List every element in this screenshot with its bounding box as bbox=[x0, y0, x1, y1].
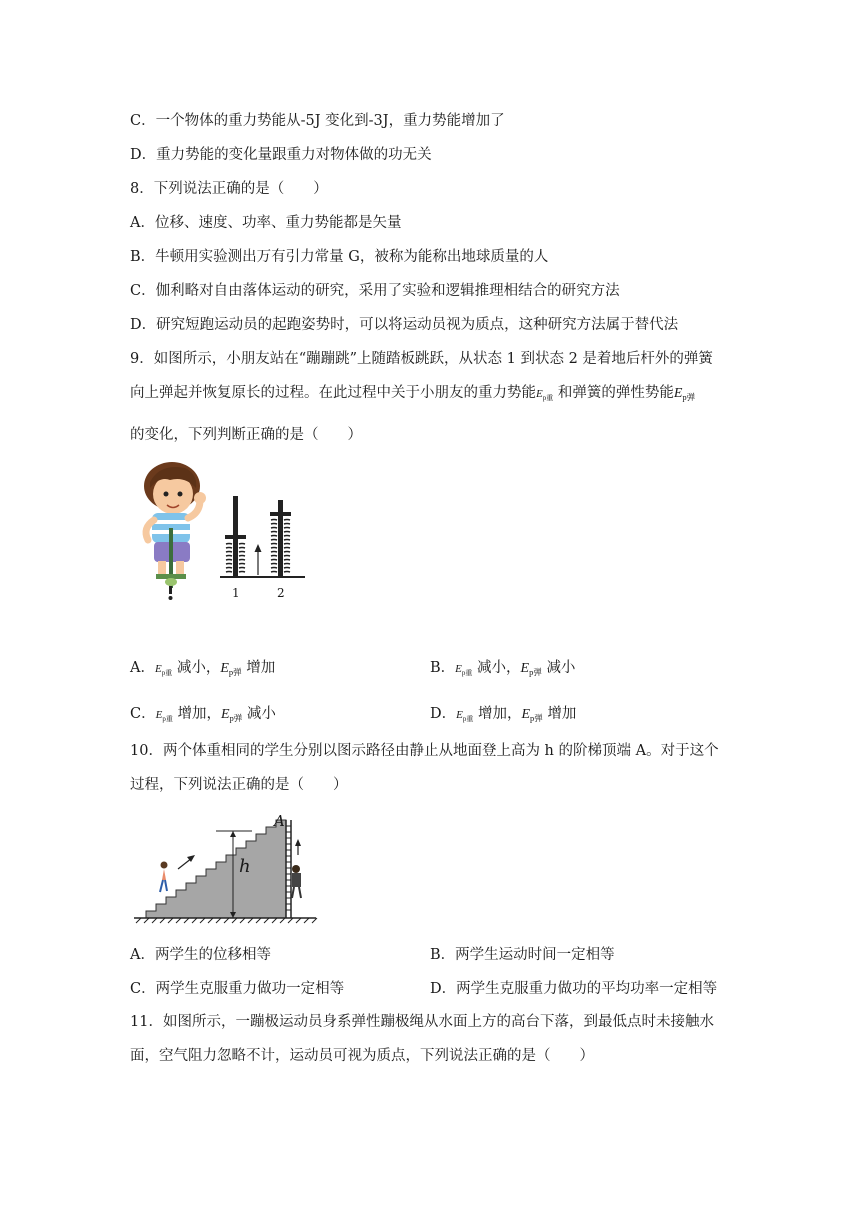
q9-stem-line2-text: 向上弹起并恢复原长的过程。在此过程中关于小朋友的重力势能 bbox=[130, 385, 536, 401]
q10-stem-line1: 10．两个体重相同的学生分别以图示路径由静止从地面登上高为 h 的阶梯顶端 A。对于这个 bbox=[130, 743, 719, 759]
q10-figure bbox=[130, 810, 320, 930]
q9-state-1-label: 1 bbox=[232, 586, 240, 600]
q8-option-c: C．伽利略对自由落体运动的研究，采用了实验和逻辑推理相结合的研究方法 bbox=[130, 283, 620, 299]
ground-hatching bbox=[134, 918, 317, 923]
q9-option-d: D．$E_{p重}$ 增加，$E_{p弹}$ 增加 bbox=[430, 706, 577, 723]
q10-option-b: B．两学生运动时间一定相等 bbox=[430, 947, 615, 963]
q10-label-a: A bbox=[274, 812, 285, 830]
q9-stem-line2-mid: 和弹簧的弹性势能 bbox=[557, 385, 674, 401]
q10-option-d: D．两学生克服重力做功的平均功率一定相等 bbox=[430, 981, 718, 997]
q9-stem-line1: 9．如图所示，小朋友站在“蹦蹦跳”上随踏板跳跃，从状态 1 到状态 2 是着地后杆外的弹簧 bbox=[130, 351, 713, 367]
q7-option-c: C．一个物体的重力势能从-5J 变化到-3J，重力势能增加了 bbox=[130, 113, 505, 129]
q9-stem-line2 bbox=[130, 383, 695, 408]
staircase-diagram bbox=[146, 820, 286, 918]
q9-option-c: C．$E_{p重}$ 增加，$E_{p弹}$ 减小 bbox=[130, 706, 276, 723]
q9-state-2-label: 2 bbox=[277, 586, 285, 600]
q10-option-c: C．两学生克服重力做功一定相等 bbox=[130, 981, 345, 997]
q8-option-a: A．位移、速度、功率、重力势能都是矢量 bbox=[130, 215, 402, 231]
ladder-diagram bbox=[286, 820, 291, 918]
pogo-state-1-diagram bbox=[220, 496, 305, 577]
stair-walker-figure bbox=[160, 862, 168, 893]
q9-symbol-e-grav: $E_{p重}$ bbox=[536, 388, 554, 402]
ladder-climber-figure bbox=[292, 865, 301, 898]
q10-label-h: h bbox=[239, 856, 251, 877]
q10-option-a: A．两学生的位移相等 bbox=[130, 947, 271, 963]
q8-option-d: D．研究短跑运动员的起跑姿势时，可以将运动员视为质点，这种研究方法属于替代法 bbox=[130, 317, 679, 333]
q11-stem-line1: 11．如图所示，一蹦极运动员身系弹性蹦极绳从水面上方的高台下落，到最低点时未接触水 bbox=[130, 1014, 714, 1030]
q7-option-d: D．重力势能的变化量跟重力对物体做的功无关 bbox=[130, 147, 432, 163]
q9-option-b: B．$E_{p重}$ 减小，$E_{p弹}$ 减小 bbox=[430, 660, 576, 677]
diagonal-arrow-icon bbox=[178, 855, 195, 869]
upward-arrow-icon bbox=[255, 544, 262, 575]
pogo-state-2-diagram bbox=[270, 500, 291, 577]
q10-stem-line2: 过程，下列说法正确的是（ ） bbox=[130, 777, 348, 793]
q9-stem-line3: 的变化，下列判断正确的是（ ） bbox=[130, 427, 362, 443]
q8-stem: 8．下列说法正确的是（ ） bbox=[130, 181, 328, 197]
up-arrow-icon bbox=[295, 839, 301, 855]
q8-option-b: B．牛顿用实验测出万有引力常量 G，被称为能称出地球质量的人 bbox=[130, 249, 549, 265]
q9-symbol-e-elastic: $E_{p弹}$ bbox=[673, 386, 696, 402]
q9-option-a: A．$E_{p重}$ 减小，$E_{p弹}$ 增加 bbox=[130, 660, 276, 677]
q11-stem-line2: 面，空气阻力忽略不计，运动员可视为质点，下列说法正确的是（ ） bbox=[130, 1048, 594, 1064]
child-on-pogo-illustration bbox=[144, 462, 206, 600]
